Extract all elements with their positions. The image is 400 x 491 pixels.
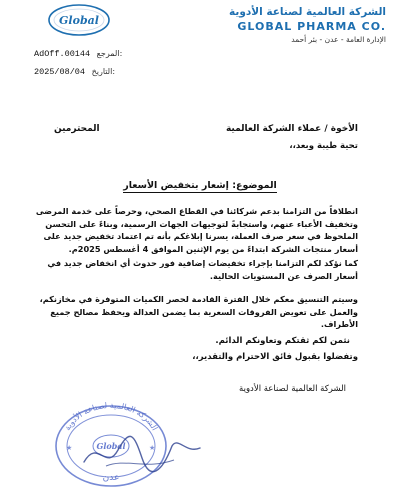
body-paragraph-3: وسيتم التنسيق معكم خلال الفترة القادمة لحصر الكميات المتوفرة في مخازنكم، والعمل على تعويض الفروقات السعرية بما يضمن العدالة ويحفظ مصالح جميع الأطراف.: [39, 294, 358, 330]
stamp-logo-text: Global: [96, 441, 126, 451]
stamp-city-text: عدن: [102, 473, 120, 483]
date-line: [34, 67, 184, 77]
body-paragraph-2: كما نؤكد لكم التزامنا بإجراء تخفيضات إضافية فور حدوث أي انخفاض جديد في أسعار الصرف عن المستويات الحالية.: [47, 258, 358, 281]
signatory: الشركة العالمية لصناعة الأدوية: [239, 384, 346, 394]
subject-line: [0, 180, 400, 193]
body-paragraph-1: انطلاقاً من التزامنا بدعم شركائنا في القطاع الصحي، وحرصاً على خدمة المرضى وتخفيف الأعباء عنهم، واستجابةً لتوجيهات الجهات الرسمية، وبناءً على التحسن الملحوظ في سعر صرف العملة، يسرنا إبلاغكم بأنه تم اعتماد تخفيض جديد على أسعار منتجات الشركة ابتداءً من يوم الإثنين الموافق 4 أغسطس 2025م.: [35, 206, 358, 254]
honorific: المحترمين: [54, 124, 100, 134]
closing-regards: وتفضلوا بقبول فائق الاحترام والتقدير،،: [192, 352, 358, 362]
greeting: تحية طيبة وبعد،،: [289, 141, 358, 151]
logo-text: Global: [59, 14, 99, 27]
date-value: 2025/08/04: [34, 67, 86, 77]
closing-thanks: نثمن لكم ثقتكم وتعاونكم الدائم.: [215, 336, 350, 346]
company-logo: [44, 3, 114, 37]
svg-text:★: ★: [149, 444, 156, 452]
date-label: التاريخ:: [91, 67, 116, 76]
reference-line: [34, 49, 184, 59]
stamp-ring-text: الشركة العالمية لصناعة الأدوية: [62, 400, 160, 433]
svg-text:★: ★: [66, 444, 73, 452]
reference-label: المرجع:: [96, 49, 123, 58]
company-address: الإدارة العامة - عدن - بئر أحمد: [291, 35, 386, 44]
company-name-arabic: الشركة العالمية لصناعة الأدوية: [229, 6, 386, 18]
company-name-english: GLOBAL PHARMA CO.: [237, 20, 386, 33]
addressee: الأخوة / عملاء الشركة العالمية: [225, 124, 358, 134]
subject-text: الموضوع: إشعار بتخفيض الأسعار: [123, 180, 277, 191]
reference-number: AdOff.00144: [34, 49, 91, 59]
signature: [76, 428, 206, 478]
